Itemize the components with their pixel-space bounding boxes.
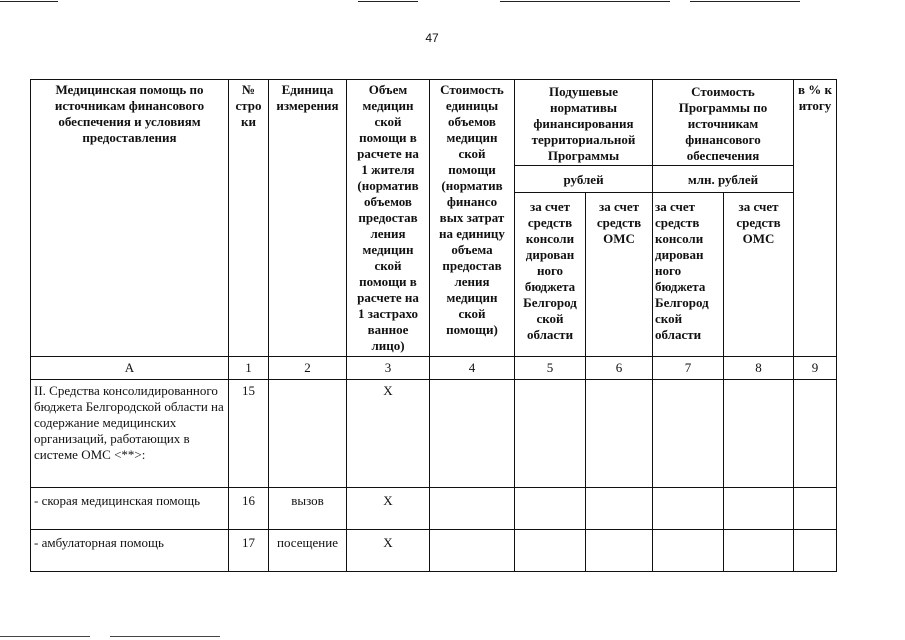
empty-cell: [724, 380, 794, 488]
empty-cell: [515, 530, 586, 572]
index-cell: 2: [269, 357, 347, 380]
table-row: [31, 380, 837, 488]
table-row: [31, 488, 837, 530]
empty-cell: [724, 530, 794, 572]
header-budget-per-capita: за счет средств консоли дирован ного бюджета Белгород ской области: [515, 193, 586, 357]
top-rule-mid: [358, 1, 418, 2]
top-rule-mid2: [500, 1, 670, 2]
header-per-capita: Подушевые нормативы финансирования территориальной Программы: [515, 80, 653, 166]
header-volume: Объем медицин ской помощи в расчете на 1 жителя (норматив объемов предостав ления медицин ской помощи в расчете на 1 застрахо ванное лицо): [347, 80, 430, 357]
empty-cell: [653, 530, 724, 572]
header-oms-per-capita: за счет средств ОМС: [586, 193, 653, 357]
top-rule-left: [0, 1, 58, 2]
row-unit: вызов: [269, 488, 347, 530]
header-mln-rubles: млн. рублей: [653, 166, 794, 193]
top-rule-right: [690, 1, 800, 2]
header-rubles: рублей: [515, 166, 653, 193]
financing-table: [30, 79, 837, 572]
empty-cell: [515, 488, 586, 530]
header-unit: Единица измерения: [269, 80, 347, 357]
header-unit-cost: Стоимость единицы объемов медицин ской помощи (норматив финансо вых затрат на единицу объема предостав ления медицин ской помощи): [430, 80, 515, 357]
empty-cell: [430, 530, 515, 572]
index-cell: А: [31, 357, 229, 380]
empty-cell: [515, 380, 586, 488]
bottom-rule-left: [0, 636, 90, 637]
empty-cell: [430, 380, 515, 488]
empty-cell: [794, 380, 837, 488]
row-name: - амбулаторная помощь: [31, 530, 229, 572]
row-volume: X: [347, 530, 430, 572]
header-percent: в % к итогу: [794, 80, 837, 357]
index-cell: 8: [724, 357, 794, 380]
empty-cell: [653, 488, 724, 530]
page-number: 47: [425, 31, 439, 45]
empty-cell: [430, 488, 515, 530]
column-index-row: [31, 357, 837, 380]
bottom-rule-mid: [110, 636, 220, 637]
empty-cell: [586, 488, 653, 530]
header-service: Медицинская помощь по источникам финансового обеспечения и условиям предоставления: [31, 80, 229, 357]
index-cell: 9: [794, 357, 837, 380]
index-cell: 6: [586, 357, 653, 380]
row-unit: посещение: [269, 530, 347, 572]
empty-cell: [794, 530, 837, 572]
index-cell: 4: [430, 357, 515, 380]
index-cell: 7: [653, 357, 724, 380]
row-unit: [269, 380, 347, 488]
empty-cell: [653, 380, 724, 488]
row-line-no: 15: [229, 380, 269, 488]
row-name: II. Средства консолидированного бюджета Белгородской области на содержание медицинских организаций, работающих в системе ОМС <**>:: [31, 380, 229, 488]
empty-cell: [724, 488, 794, 530]
header-line-no: № стро ки: [229, 80, 269, 357]
header-program-cost: Стоимость Программы по источникам финансового обеспечения: [653, 80, 794, 166]
empty-cell: [586, 380, 653, 488]
row-name: - скорая медицинская помощь: [31, 488, 229, 530]
index-cell: 5: [515, 357, 586, 380]
row-line-no: 17: [229, 530, 269, 572]
index-cell: 3: [347, 357, 430, 380]
row-volume: X: [347, 380, 430, 488]
header-budget-cost: за счет средств консоли дирован ного бюджета Белгород ской области: [653, 193, 724, 357]
empty-cell: [586, 530, 653, 572]
row-volume: X: [347, 488, 430, 530]
empty-cell: [794, 488, 837, 530]
table-row: [31, 530, 837, 572]
index-cell: 1: [229, 357, 269, 380]
row-line-no: 16: [229, 488, 269, 530]
header-oms-cost: за счет средств ОМС: [724, 193, 794, 357]
